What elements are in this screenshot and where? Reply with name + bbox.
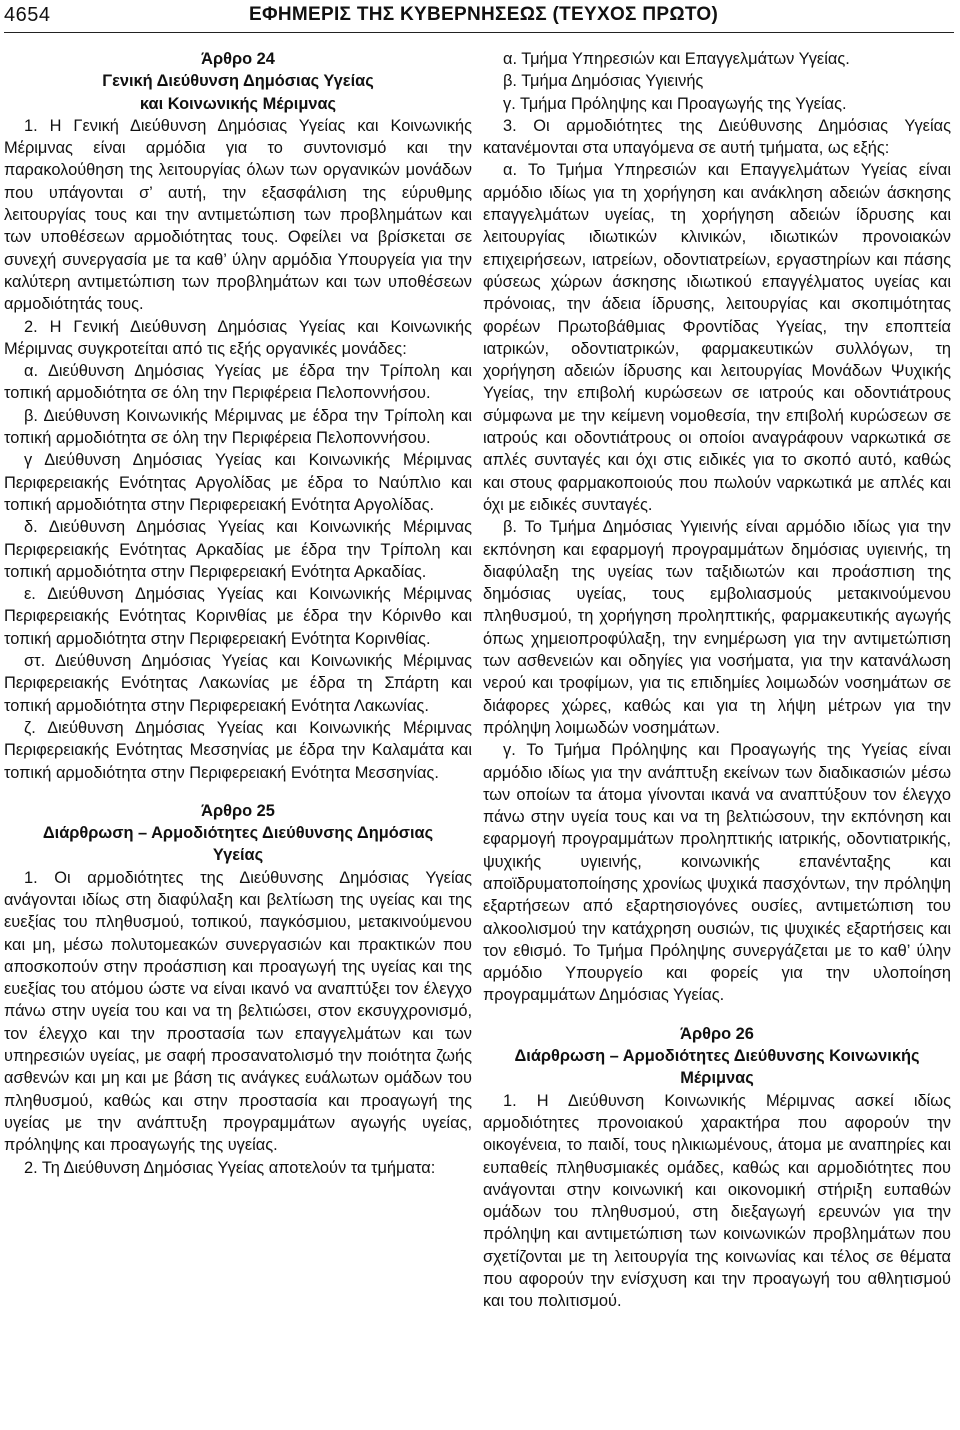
article-25-title-line: Διάρθρωση – Αρμοδιότητες Διεύθυνσης Δημόσιας xyxy=(42,824,434,843)
article-26-number: Άρθρο 26 xyxy=(680,1024,754,1043)
article-24-paragraph-2: 2. Η Γενική Διεύθυνση Δημόσιας Υγείας και Κοινωνικής Μέριμνας συγκροτείται από τις εξής οργανικές μονάδες: xyxy=(4,317,472,358)
article-25-list-b: β. Τμήμα Δημόσιας Υγιεινής xyxy=(503,72,704,91)
article-26-paragraph-1: 1. Η Διεύθυνση Κοινωνικής Μέριμνας ασκεί ιδίως αρμοδιότητες προνοιακού χαρακτήρα που αφορούν την οικογένεια, το παιδί, τους ηλικιωμένους, άτομα με αναπηρίες και ευπαθείς πληθυσμιακές ομάδες, καθώς και αρμοδιότητες που ανάγονται στην κοινωνική και οικονομική στήριξη ευπαθών ομάδων του πληθυσμού, στη διεξαγωγή ερευνών για την πρόληψη και αντιμετώπιση των κοινωνικών προβλημάτων που σχετίζονται με τη λειτουργία της κοινωνίας και τέλος σε θέματα που αφορούν την ενίσχυση και την προαγωγή του αθλητισμού και του πολιτισμού. xyxy=(483,1091,951,1311)
article-24-title-line: και Κοινωνικής Μέριμνας xyxy=(139,94,337,113)
page-header xyxy=(4,2,954,33)
article-25-paragraph-3c: γ. Το Τμήμα Πρόληψης και Προαγωγής της Υγείας είναι αρμόδιο ιδίως για την ανάπτυξη εκείνων των διαδικασιών μέσω των οποίων τα άτομα γίνονται ικανά να αναπτύξουν τον έλεγχο πάνω στην υγεία τους και να τη βελτιώσουν, την εκπόνηση και εφαρμογή προγραμμάτων προληπτικής ιατρικής, οδοντιατρικής, ψυχικής υγιεινής, κοινωνικής επανένταξης και αποϊδρυματοποίησης χρονίως ψυχικά πασχόντων, την πρόληψη εξαρτήσεων από εξαρτησιογόνες ουσίες, αντιμετώπιση του αλκοολισμού την κατάχρηση ουσιών, τις ψυχικές εξαρτήσεις και τον εθισμό. Το Τμήμα Πρόληψης συνεργάζεται με το καθ’ ύλην αρμόδιο Υπουργείο και φορείς για την υλοποίηση προγραμμάτων Δημόσιας Υγείας. xyxy=(483,741,951,1005)
article-25-heading xyxy=(4,800,472,867)
article-24-number: Άρθρο 24 xyxy=(201,50,275,68)
article-24-item-st: στ. Διεύθυνση Δημόσιας Υγείας και Κοινωνικής Μέριμνας Περιφερειακής Ενότητας Λακωνίας με έδρα τη Σπάρτη και τοπική αρμοδιότητα στην Περιφερειακή Ενότητα Λακωνίας. xyxy=(4,652,472,715)
article-24-heading xyxy=(4,48,472,115)
article-26-title-line: Μέριμνας xyxy=(680,1069,754,1088)
article-25-paragraph-3: 3. Οι αρμοδιότητες της Διεύθυνσης Δημόσιας Υγείας κατανέμονται στα υπαγόμενα σε αυτή τμήματα, ως εξής: xyxy=(483,116,951,158)
article-24-paragraph-1: 1. Η Γενική Διεύθυνση Δημόσιας Υγείας και Κοινωνικής Μέριμνας είναι αρμόδια για το συντονισμό και την παρακολούθηση της λειτουργίας όλων των οργανικών μονάδων που υπάγονται σ’ αυτή, την εξασφάλιση της εύρυθμης λειτουργίας τους και την αντιμετώπιση των προβλημάτων και των υποθέσεων αρμοδιότητας τους. Οφείλει να βρίσκεται σε συνεχή συνεργασία με τα καθ’ ύλην αρμόδια Υπουργεία για την καλύτερη αντιμετώπιση των προβλημάτων και των υποθέσεων αρμοδιότητάς τους. xyxy=(4,116,472,314)
article-26-heading xyxy=(483,1023,951,1090)
article-25-paragraph-2: 2. Τη Διεύθυνση Δημόσιας Υγείας αποτελούν τα τμήματα: xyxy=(24,1158,436,1177)
article-25-paragraph-3a: α. Το Τμήμα Υπηρεσιών και Επαγγελμάτων Υγείας είναι αρμόδιο ιδίως για τη χορήγηση και ανάκληση αδειών άσκησης επαγγελμάτων υγείας, τη χορήγηση αδειών ίδρυσης και λειτουργίας ιδιωτικών κλινικών, ιδιωτικών προνοιακών επιχειρήσεων, ιατρείων, οδοντιατρείων, εργαστηρίων και πάσης φύσεως χώρων άσκησης ιδιωτικού επαγγέλματος υγείας και πρόνοιας, την άδεια ίδρυσης, λειτουργίας και σκοπιμότητας φορέων Πρωτοβάθμιας Φροντίδας Υγείας, την εποπτεία ιατρικών, οδοντιατρικών, φαρμακευτικών συλλόγων, τη χορήγηση αδειών ίδρυσης και λειτουργίας Μονάδων Ψυχικής Υγείας, την επιβολή κυρώσεων σε ιατρούς και οδοντιάτρους σύμφωνα με την κείμενη νομοθεσία, την επιβολή κυρώσεων σε ιατρούς και οδοντιάτρους οι οποίοι αναγράφουν ναρκωτικά σε απλές συνταγές και όχι στις ειδικές για το σκοπό αυτό, καθώς και στους φαρμακοποιούς που πωλούν ναρκωτικά με απλές και όχι με ειδικές συνταγές. xyxy=(483,161,951,514)
journal-title: ΕΦΗΜΕΡΙΣ ΤΗΣ ΚΥΒΕΡΝΗΣΕΩΣ (ΤΕΥΧΟΣ ΠΡΩΤΟ) xyxy=(249,4,719,25)
article-24-item-d: δ. Διεύθυνση Δημόσιας Υγείας και Κοινωνικής Μέριμνας Περιφερειακής Ενότητας Αρκαδίας με έδρα την Τρίπολη και τοπική αρμοδιότητα στην Περιφερειακή Ενότητα Αρκαδίας. xyxy=(4,518,472,581)
page-number: 4654 xyxy=(4,4,51,26)
article-24-item-a: α. Διεύθυνση Δημόσιας Υγείας με έδρα την Τρίπολη και τοπική αρμοδιότητα σε όλη την Περιφέρεια Πελοποννήσου. xyxy=(4,362,472,403)
article-24-item-b: β. Διεύθυνση Κοινωνικής Μέριμνας με έδρα την Τρίπολη και τοπική αρμοδιότητα σε όλη την Περιφέρεια Πελοποννήσου. xyxy=(4,406,472,448)
article-24-title-line: Γενική Διεύθυνση Δημόσιας Υγείας xyxy=(102,72,374,91)
left-column xyxy=(4,48,472,1179)
article-25-paragraph-1: 1. Οι αρμοδιότητες της Διεύθυνσης Δημόσιας Υγείας ανάγονται ιδίως στη διαφύλαξη και βελτίωση της υγείας και της ευεξίας του πληθυσμού, τοπικού, παγκόσμιου, μετακινούμενου και μη, μέσω πολυτομεακών συνεργασιών και πρακτικών που αποσκοπούν στην προάσπιση και προαγωγή της υγείας και της ευεξίας του ατόμου ώστε να είναι ικανό να αναπτύξει τον έλεγχο πάνω στην υγεία του και να τη βελτιώσει, στον εκσυγχρονισμό, τον έλεγχο και την προστασία των επαγγελμάτων και των υπηρεσιών υγείας, με σαφή προσανατολισμό την ποιότητα ζωής ασθενών και μη και με βάση τις ανάγκες ευάλωτων ομάδων του πληθυσμού, καθώς και στην προστασία και προαγωγή της υγείας με την ανάπτυξη προγραμμάτων αγωγής υγείας, πρόληψης και προαγωγής της υγείας. xyxy=(4,868,472,1155)
article-26-title-line: Διάρθρωση – Αρμοδιότητες Διεύθυνσης Κοινωνικής xyxy=(514,1047,920,1066)
article-25-title-line: Υγείας xyxy=(212,846,264,865)
article-24-item-c: γ Διεύθυνση Δημόσιας Υγείας και Κοινωνικής Μέριμνας Περιφερειακής Ενότητας Αργολίδας με έδρα το Ναύπλιο και τοπική αρμοδιότητα στην Περιφερειακή Ενότητα Αργολίδας. xyxy=(4,451,472,514)
article-25-list-a: α. Τμήμα Υπηρεσιών και Επαγγελμάτων Υγείας. xyxy=(503,50,850,68)
article-24-item-z: ζ. Διεύθυνση Δημόσιας Υγείας και Κοινωνικής Μέριμνας Περιφερειακής Ενότητας Μεσσηνίας με έδρα την Καλαμάτα και τοπική αρμοδιότητα στην Περιφερειακή Ενότητα Μεσσηνίας. xyxy=(4,718,472,782)
article-24-item-e: ε. Διεύθυνση Δημόσιας Υγείας και Κοινωνικής Μέριμνας Περιφερειακής Ενότητας Κορινθίας με έδρα την Κόρινθο και τοπική αρμοδιότητα στην Περιφερειακή Ενότητα Κορινθίας. xyxy=(4,585,472,648)
article-25-paragraph-3b: β. Το Τμήμα Δημόσιας Υγιεινής είναι αρμόδιο ιδίως για την εκπόνηση και εφαρμογή προγραμμάτων δημόσιας υγιεινής, τη διαφύλαξη της υγείας των ταξιδιωτών και προάσπιση της δημόσιας υγείας, τους εμβολιασμούς μετακινούμενου πληθυσμού, τη χορήγηση προληπτικής, φαρμακευτικής αγωγής όπως χημειοπροφύλαξη, την ενημέρωση για την αντιμετώπιση των ασθενειών και οδηγίες για νοσήματα, για την κατανάλωση νερού και τροφίμων, για τις επιδημίες λοιμωδών νοσημάτων σε διάφορες χώρες, καθώς και για τη λήψη μέτρων για την πρόληψη λοιμωδών νοσημάτων. xyxy=(483,518,951,737)
article-25-number: Άρθρο 25 xyxy=(201,801,275,820)
article-25-list-c: γ. Τμήμα Πρόληψης και Προαγωγής της Υγείας. xyxy=(503,94,847,113)
right-column xyxy=(483,48,951,1313)
